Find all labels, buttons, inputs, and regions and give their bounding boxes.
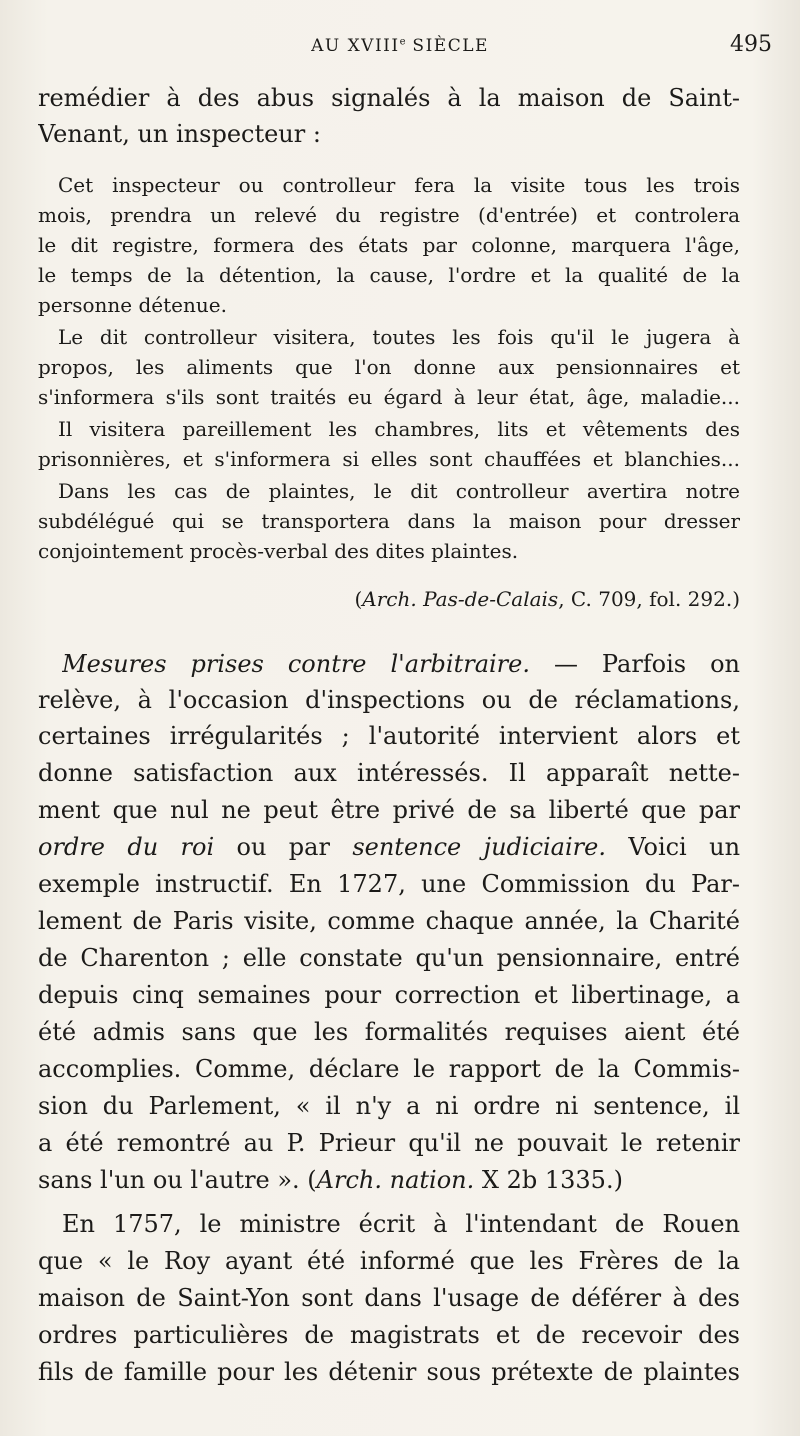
text-line: certaines irrégularités ; l'autorité intervient alors et [38,722,740,750]
quote-line: mois, prendra un relevé du registre (d'entrée) et controlera [38,203,740,227]
quote-line: le dit registre, formera des états par colonne, marquera l'âge, [38,233,740,257]
quote-line: le temps de la détention, la cause, l'ordre et la qualité de la [38,263,740,287]
text-line: été admis sans que les formalités requises aient été [38,1018,740,1046]
text-line: ordre du roi ou par sentence judiciaire. Voici un [38,833,740,861]
text-line: sion du Parlement, « il n'y a ni ordre ni sentence, il [38,1092,740,1120]
page-number: 495 [730,32,772,57]
running-title-superscript: e [399,36,406,48]
page-header [40,28,772,68]
text-line: fils de famille pour les détenir sous prétexte de plaintes [38,1358,740,1386]
text-line: donne satisfaction aux intéressés. Il apparaît nette- [38,759,740,787]
text-line: exemple instructif. En 1727, une Commission du Par- [38,870,740,898]
quote-line: Il visitera pareillement les chambres, lits et vêtements des [58,417,740,441]
running-title-prefix: AU XVIII [311,36,400,56]
citation-source: Arch. nation. [316,1166,475,1194]
running-title-suffix: SIÈCLE [405,36,489,56]
text-line: depuis cinq semaines pour correction et libertinage, a [38,981,740,1009]
text-line: accomplies. Comme, déclare le rapport de la Commis- [38,1055,740,1083]
citation-pas-de-calais: (Arch. Pas-de-Calais, C. 709, fol. 292.) [354,587,740,611]
quote-line: subdélégué qui se transportera dans la maison pour dresser [38,509,740,533]
quote-line: Dans les cas de plaintes, le dit controlleur avertira notre [58,479,740,503]
quote-line: personne détenue. [38,293,227,317]
quote-line: Le dit controlleur visitera, toutes les fois qu'il le jugera à [58,325,740,349]
quote-line: conjointement procès-verbal des dites plaintes. [38,539,519,563]
section-heading-line: Mesures prises contre l'arbitraire. — Parfois on [62,650,740,678]
text-line: maison de Saint-Yon sont dans l'usage de déférer à des [38,1284,740,1312]
text-line: Venant, un inspecteur : [38,120,321,148]
text-line: remédier à des abus signalés à la maison de Saint- [38,84,740,112]
running-title [40,36,760,56]
quote-line: s'informera s'ils sont traités eu égard à leur état, âge, maladie... [38,385,740,409]
text-line: a été remontré au P. Prieur qu'il ne pouvait le retenir [38,1129,740,1157]
text-line: En 1757, le ministre écrit à l'intendant de Rouen [62,1210,740,1238]
text-line: de Charenton ; elle constate qu'un pensionnaire, entré [38,944,740,972]
text-line: ordres particulières de magistrats et de recevoir des [38,1321,740,1349]
section-heading: Mesures prises contre l'arbitraire. [62,650,530,678]
quote-line: prisonnières, et s'informera si elles sont chauffées et blanchies... [38,447,740,471]
text-line: relève, à l'occasion d'inspections ou de réclamations, [38,686,740,714]
citation-source: Arch. Pas-de-Calais [362,587,559,611]
citation-arch-nation: sans l'un ou l'autre ». (Arch. nation. X 2b 1335.) [38,1166,623,1194]
text-line: lement de Paris visite, comme chaque année, la Charité [38,907,740,935]
text-line: que « le Roy ayant été informé que les Frères de la [38,1247,740,1275]
text-line: ment que nul ne peut être privé de sa liberté que par [38,796,740,824]
quote-line: Cet inspecteur ou controlleur fera la visite tous les trois [58,173,740,197]
quote-line: propos, les aliments que l'on donne aux pensionnaires et [38,355,740,379]
